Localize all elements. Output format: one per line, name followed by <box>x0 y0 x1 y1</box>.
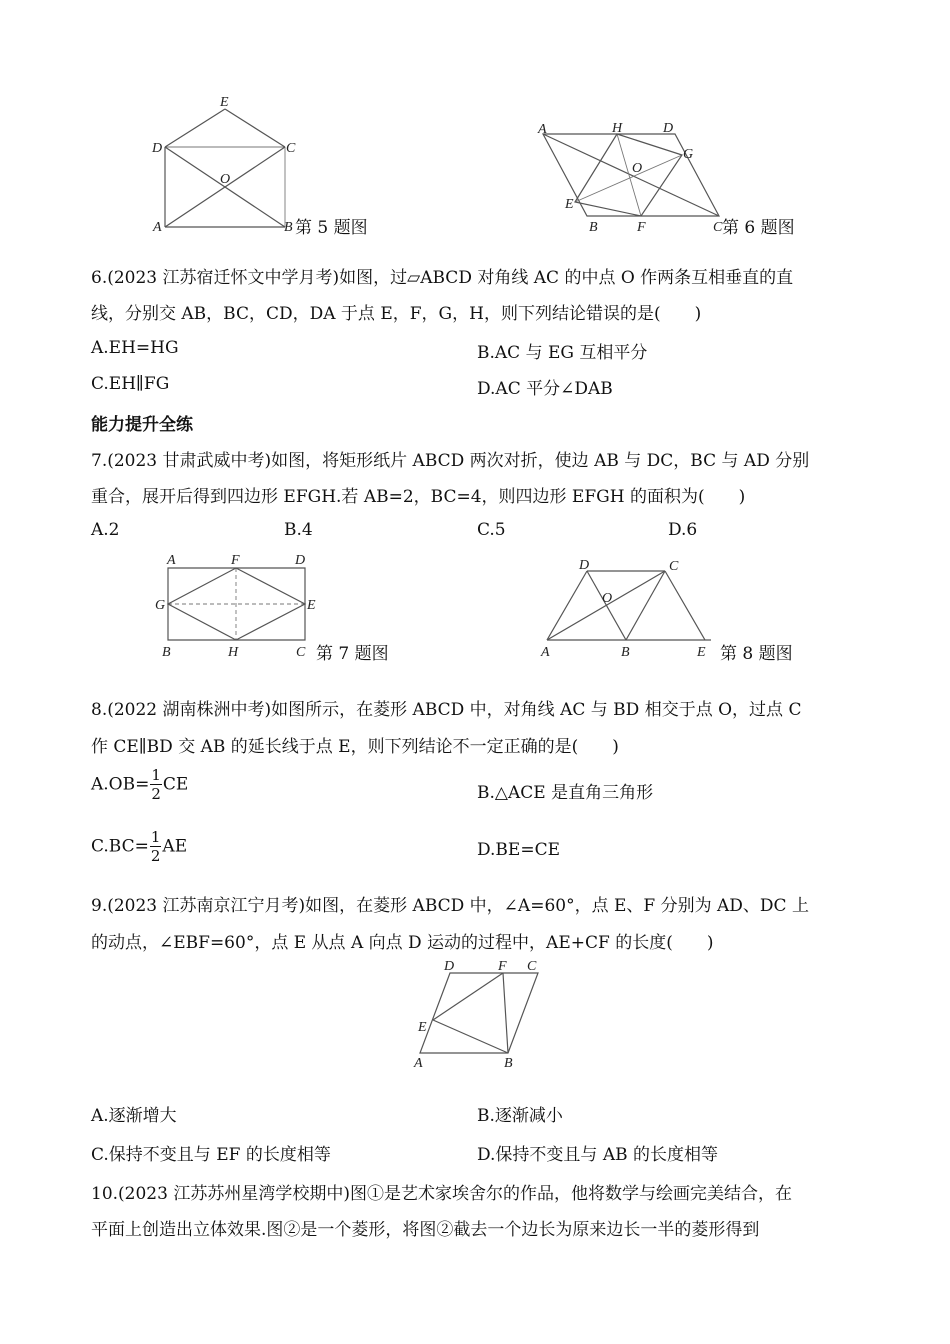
figure-8 <box>535 555 725 660</box>
q7-option-a[interactable]: A.2 <box>91 520 120 540</box>
q8-option-a-denominator: 2 <box>151 785 161 803</box>
figure-5 <box>150 92 296 237</box>
section-heading: 能力提升全练 <box>91 415 193 435</box>
fig8-segment-ce <box>665 571 705 640</box>
q6-line-2: 线，分别交 AB，BC，CD，DA 于点 E，F，G，H，则下列结论错误的是( ) <box>91 304 702 324</box>
fig5-label-b: B <box>284 220 293 235</box>
figure-7-diagram <box>155 550 320 660</box>
fig8-segment-cb <box>626 571 665 640</box>
q9-line-2: 的动点，∠EBF=60°，点 E 从点 A 向点 D 运动的过程中，AE+CF 的长度( ) <box>91 933 714 953</box>
fig8-label-c: C <box>669 559 679 574</box>
figure-8-caption: 第 8 题图 <box>720 644 793 664</box>
q6-option-d[interactable]: D.AC 平分∠DAB <box>477 379 613 399</box>
figure-5-caption: 第 5 题图 <box>295 218 368 238</box>
fig9-label-d: D <box>444 959 455 974</box>
q8-option-a-numerator: 1 <box>151 766 161 784</box>
fig7-label-g: G <box>155 598 166 613</box>
fig6-label-a: A <box>538 122 547 137</box>
q8-line-1: 8.(2022 湖南株洲中考)如图所示，在菱形 ABCD 中，对角线 AC 与 BD 相交于点 O，过点 C <box>91 700 802 720</box>
fig5-label-d: D <box>152 141 163 156</box>
fig5-label-a: A <box>153 220 162 235</box>
figure-5-diagram <box>150 92 296 237</box>
fig8-label-e: E <box>697 645 706 660</box>
fig8-segment-ad <box>547 571 587 640</box>
fig7-label-c: C <box>296 645 306 660</box>
fig6-quadrilateral-ehfg <box>575 134 682 216</box>
q7-line-2: 重合，展开后得到四边形 EFGH.若 AB=2，BC=4，则四边形 EFGH 的面积为( ) <box>91 487 746 507</box>
fig9-label-b: B <box>504 1056 513 1071</box>
q9-option-c[interactable]: C.保持不变且与 EF 的长度相等 <box>91 1145 331 1165</box>
figure-6-caption: 第 6 题图 <box>722 218 795 238</box>
q9-option-a[interactable]: A.逐渐增大 <box>91 1106 177 1126</box>
q9-line-1: 9.(2023 江苏南京江宁月考)如图，在菱形 ABCD 中，∠A=60°，点 E、F 分别为 AD、DC 上 <box>91 896 809 916</box>
q7-option-b[interactable]: B.4 <box>284 520 313 540</box>
q7-option-d[interactable]: D.6 <box>668 520 698 540</box>
q8-option-b[interactable]: B.△ACE 是直角三角形 <box>477 783 654 803</box>
figure-7-caption: 第 7 题图 <box>316 644 389 664</box>
q8-option-a-fraction <box>150 768 162 802</box>
fig9-label-c: C <box>527 959 537 974</box>
fig6-label-f: F <box>637 220 646 235</box>
fig8-label-b: B <box>621 645 630 660</box>
figure-6 <box>535 120 725 235</box>
fig8-label-a: A <box>541 645 550 660</box>
fig7-rhombus-efgh <box>168 568 305 640</box>
q8-option-a[interactable] <box>91 768 188 802</box>
q9-option-d[interactable]: D.保持不变且与 AB 的长度相等 <box>477 1145 719 1165</box>
q6-option-c[interactable]: C.EH∥FG <box>91 374 170 394</box>
fig9-label-f: F <box>498 959 507 974</box>
fig7-label-h: H <box>228 645 239 660</box>
fig7-rectangle-abcd <box>168 568 305 640</box>
q8-option-c-suffix: AE <box>162 836 188 857</box>
figure-8-diagram <box>535 555 725 660</box>
fig8-label-d: D <box>579 558 590 573</box>
figure-6-diagram <box>535 120 725 235</box>
fig5-label-e: E <box>220 95 229 110</box>
fig5-segment-de <box>165 109 225 147</box>
fig6-label-h: H <box>612 121 623 136</box>
q7-option-c[interactable]: C.5 <box>477 520 506 540</box>
q6-line-1: 6.(2023 江苏宿迁怀文中学月考)如图，过▱ABCD 对角线 AC 的中点 O 作两条互相垂直的直 <box>91 268 794 288</box>
q8-option-d[interactable]: D.BE=CE <box>477 840 560 860</box>
fig6-label-e: E <box>565 197 574 212</box>
figure-9-diagram <box>410 955 550 1070</box>
q8-option-c-denominator: 2 <box>150 847 161 865</box>
q10-line-2: 平面上创造出立体效果.图②是一个菱形，将图②截去一个边长为原来边长一半的菱形得到 <box>91 1220 760 1240</box>
q10-line-1: 10.(2023 江苏苏州星湾学校期中)图①是艺术家埃舍尔的作品，他将数学与绘画完美结合，在 <box>91 1184 792 1204</box>
fig9-label-a: A <box>414 1056 423 1071</box>
q8-option-c-numerator: 1 <box>150 828 161 846</box>
q8-option-c-prefix: C.BC= <box>91 836 149 857</box>
fig9-segment-fb <box>503 973 508 1053</box>
q6-option-a[interactable]: A.EH=HG <box>91 338 179 358</box>
q9-option-b[interactable]: B.逐渐减小 <box>477 1106 563 1126</box>
fig5-label-o: O <box>220 172 231 187</box>
fig6-label-o: O <box>632 161 643 176</box>
fig9-rhombus-abcd <box>420 973 538 1053</box>
fig7-label-a: A <box>167 553 176 568</box>
fig6-label-b: B <box>589 220 598 235</box>
q8-option-a-suffix: CE <box>162 774 189 795</box>
figure-7 <box>155 550 320 660</box>
fig5-segment-ec <box>225 109 285 147</box>
q7-line-1: 7.(2023 甘肃武威中考)如图，将矩形纸片 ABCD 两次对折，使边 AB 与 DC，BC 与 AD 分别 <box>91 451 810 471</box>
fig6-label-d: D <box>663 121 674 136</box>
fig6-label-g: G <box>683 147 694 162</box>
q8-line-2: 作 CE∥BD 交 AB 的延长线于点 E，则下列结论不一定正确的是( ) <box>91 737 619 757</box>
q8-option-c[interactable] <box>91 830 187 864</box>
fig7-label-d: D <box>295 553 306 568</box>
q6-option-b[interactable]: B.AC 与 EG 互相平分 <box>477 343 648 363</box>
fig7-label-b: B <box>162 645 171 660</box>
fig9-segment-eb <box>433 1020 508 1053</box>
fig5-label-c: C <box>286 141 296 156</box>
fig9-segment-ef <box>433 973 503 1020</box>
fig8-label-o: O <box>602 591 613 606</box>
fig7-label-e: E <box>307 598 316 613</box>
fig9-label-e: E <box>418 1020 427 1035</box>
q8-option-c-fraction <box>150 830 162 864</box>
q8-option-a-prefix: A.OB= <box>91 774 150 795</box>
fig7-label-f: F <box>231 553 240 568</box>
fig6-label-c: C <box>713 220 723 235</box>
figure-9 <box>410 955 550 1070</box>
